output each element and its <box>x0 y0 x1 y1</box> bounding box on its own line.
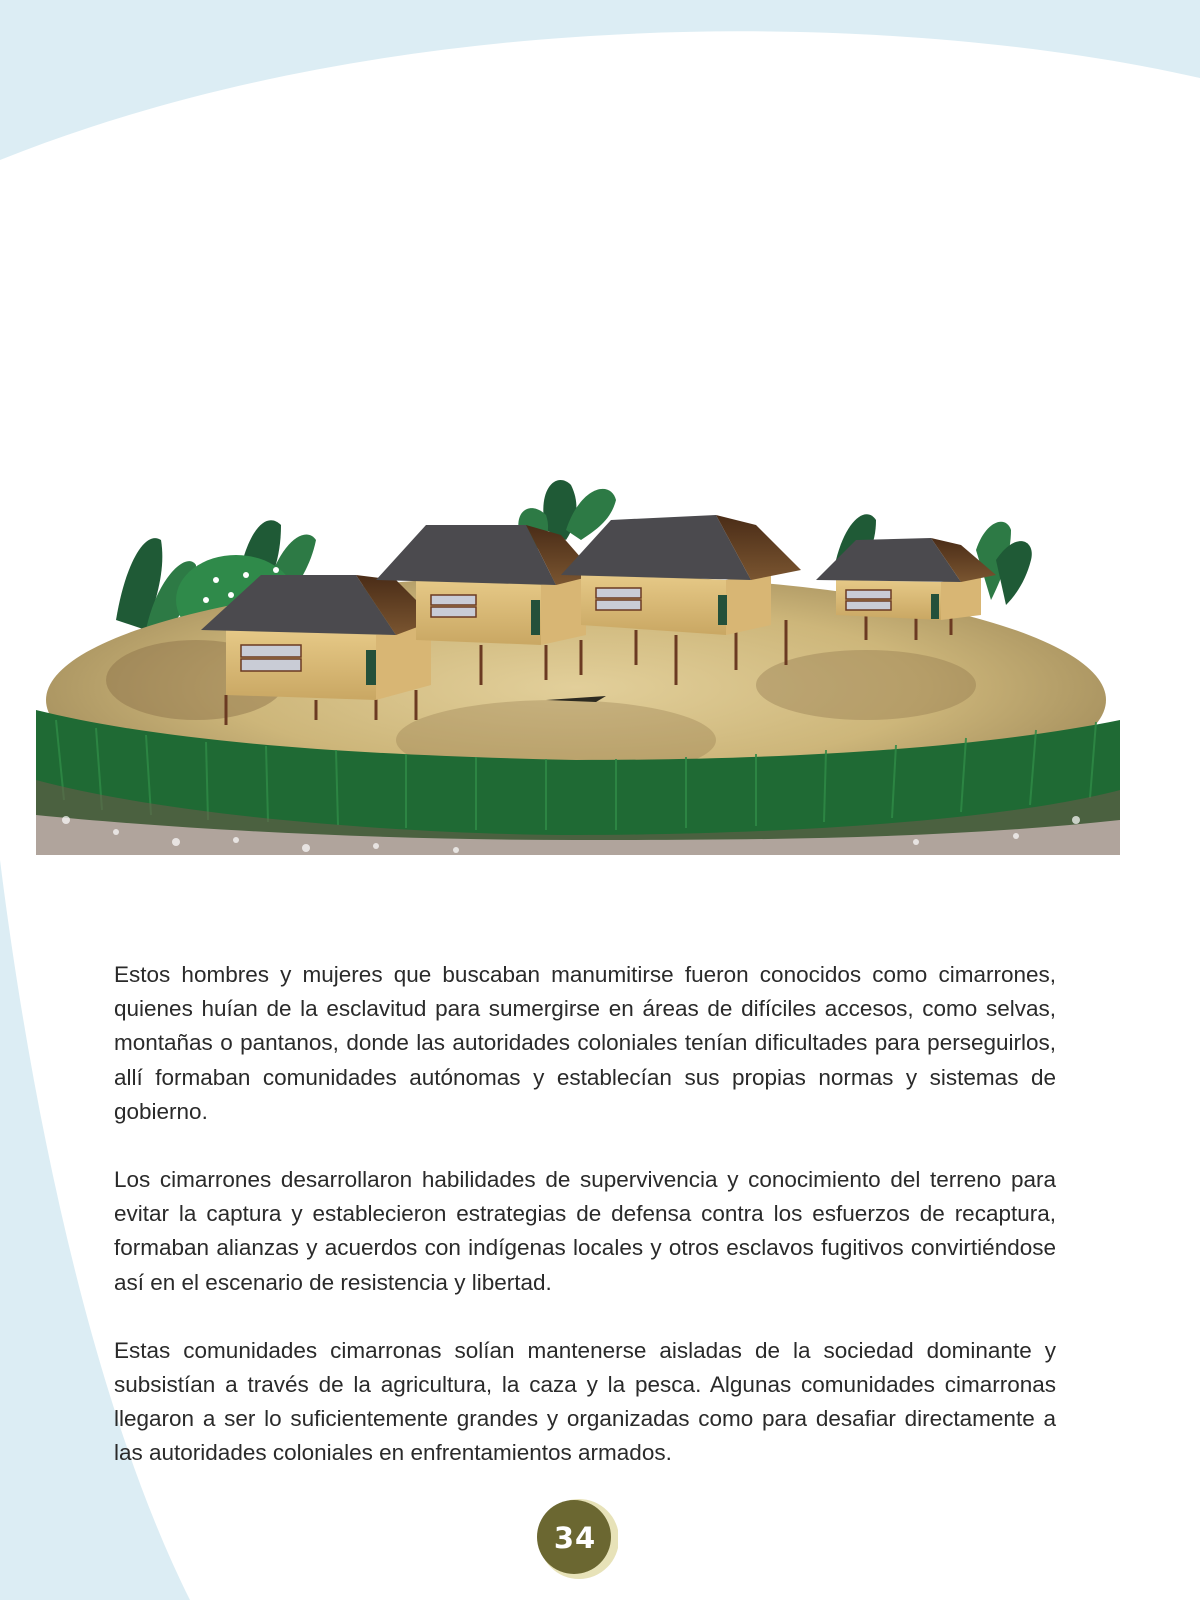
village-illustration <box>36 470 1120 855</box>
page-number: 34 <box>553 1521 597 1555</box>
paragraph: Los cimarrones desarrollaron habilidades de supervivencia y conocimiento del terreno para evitar la captura y establecieron estrategias de defensa contra los esfuerzos de recaptura, formaban alianzas y acuerdos con indígenas locales y otros esclavos fugitivos convirtiéndose así en el escenario de resistencia y libertad. <box>114 1167 1056 1295</box>
paragraph: Estos hombres y mujeres que buscaban manumitirse fueron conocidos como cimarrones, quienes huían de la esclavitud para sumergirse en áreas de difíciles accesos, como selvas, montañas o pantanos, donde las autoridades coloniales tenían dificultades para perseguirlos, allí formaban comunidades autónomas y establecían sus propias normas y sistemas de gobierno. <box>114 962 1056 1124</box>
paragraph: Estas comunidades cimarronas solían mantenerse aisladas de la sociedad dominante y subsistían a través de la agricultura, la caza y la pesca. Algunas comunidades cimarronas llegaron a ser lo suficientemente grandes y organizadas como para desafiar directamente a las autoridades coloniales en enfrentamientos armados. <box>114 1337 1056 1466</box>
body-text <box>114 958 1056 1471</box>
